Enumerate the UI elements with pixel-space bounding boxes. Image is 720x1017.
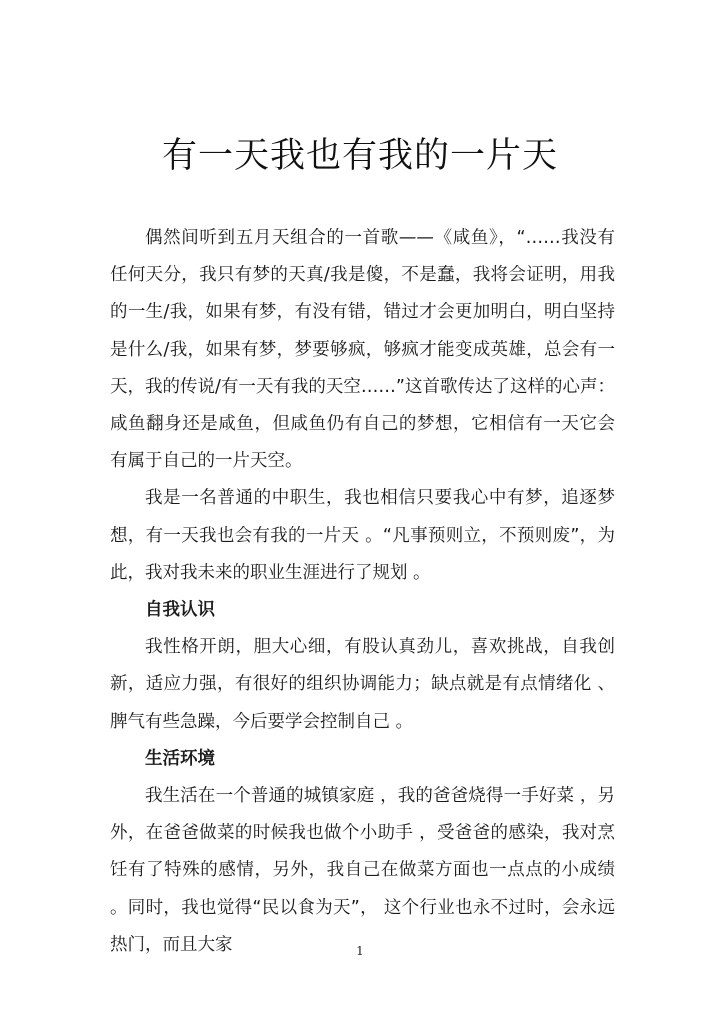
document-title: 有一天我也有我的一片天 <box>161 136 558 176</box>
paragraph-living-environment: 我生活在一个普通的城镇家庭 ，我的爸爸烧得一手好菜 ，另外，在爸爸做菜的时候我也做个小助手 ，受爸爸的感染，我对烹饪有了特殊的感情，另外，我自己在做菜方面也一点点的小成绩 。同时，我也觉得“民以食为天”， 这个行业也永不过时，会永远热门，而且大家 <box>110 786 615 955</box>
document-body <box>110 220 615 964</box>
paragraph-goal: 我是一名普通的中职生，我也相信只要我心中有梦，追逐梦想，有一天我也会有我的一片天 。“凡事预则立，不预则废”，为此，我对我未来的职业生涯进行了规划 。 <box>110 488 615 583</box>
paragraph-intro: 偶然间听到五月天组合的一首歌——《咸鱼》，“……我没有任何天分，我只有梦的天真/我是傻，不是蠢，我将会证明，用我的一生/我，如果有梦，有没有错，错过才会更加明白，明白坚持是什么/我，如果有梦，梦要够疯，够疯才能变成英雄，总会有一天，我的传说/有一天有我的天空……”这首歌传达了这样的心声：咸鱼翻身还是咸鱼，但咸鱼仍有自己的梦想，它相信有一天它会有属于自己的一片天空。 <box>110 228 615 472</box>
section-heading-living-environment: 生活环境 <box>145 748 215 769</box>
page-number: 1 <box>356 944 364 958</box>
paragraph-self-knowledge: 我性格开朗，胆大心细，有股认真劲儿，喜欢挑战，自我创新，适应力强，有很好的组织协调能力；缺点就是有点情绪化 、脾气有些急躁，今后要学会控制自己 。 <box>110 637 615 732</box>
section-heading-self-knowledge: 自我认识 <box>145 600 215 621</box>
